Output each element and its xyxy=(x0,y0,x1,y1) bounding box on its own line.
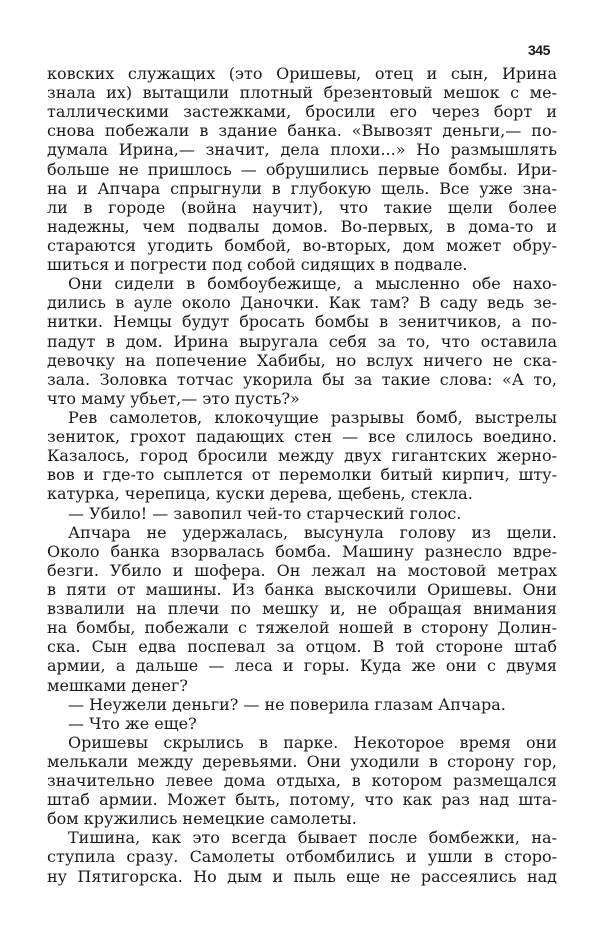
text-line: штаб армии. Может быть, потому, что как раз над шта- xyxy=(47,790,557,810)
text-line: надежны, чем подвалы домов. Во-первых, в дома-то и xyxy=(47,216,557,236)
text-line: безги. Убило и шофера. Он лежал на мостовой метрах xyxy=(47,560,557,580)
text-line: ступила сразу. Самолеты отбомбились и ушли в сторо- xyxy=(47,847,557,867)
paragraph xyxy=(47,733,557,829)
text-line: ли в городе (война научит), что такие щели более xyxy=(47,197,557,217)
text-line: — Убило! — завопил чей-то старческий голос. xyxy=(68,503,462,523)
text-line: катурка, черепица, куски дерева, щебень, стекла. xyxy=(47,484,473,504)
paragraph xyxy=(47,828,557,885)
paragraph xyxy=(47,64,557,274)
paragraph xyxy=(47,408,557,504)
text-line: Казалось, город бросили между двух гигантских жерно- xyxy=(47,446,557,466)
text-line: Тишина, как это всегда бывает после бомбежки, на- xyxy=(68,828,557,848)
text-line: знала их) вытащили плотный брезентовый мешок с ме- xyxy=(47,83,557,103)
paragraph xyxy=(47,274,557,408)
text-line: Апчара не удержалась, высунула голову из щели. xyxy=(68,522,557,542)
text-line: значительно левее дома отдыха, в котором размещался xyxy=(47,771,557,791)
text-line: Рев самолетов, клокочущие разрывы бомб, выстрелы xyxy=(68,407,557,427)
text-line: ну Пятигорска. Но дым и пыль еще не рассеялись над xyxy=(47,866,557,886)
text-line: снова побежали в здание банка. «Вывозят деньги,— по- xyxy=(47,121,557,141)
text-line: нитки. Немцы будут бросать бомбы в зенитчиков, а по- xyxy=(47,312,557,332)
text-line: падут в дом. Ирина выругала себя за то, что оставила xyxy=(47,331,557,351)
text-line: на бомбы, побежали с тяжелой ношей в сторону Долин- xyxy=(47,618,557,638)
text-line: стараются угодить бомбой, во-вторых, дом может обру- xyxy=(47,235,557,255)
text-line: взвалили на плечи по мешку и, не обращая внимания xyxy=(47,599,557,619)
text-line: армии, а дальше — леса и горы. Куда же они с двумя xyxy=(47,656,557,676)
text-line: бом кружились немецкие самолеты. xyxy=(47,809,357,829)
text-line: дились в ауле около Даночки. Как там? В саду ведь зе- xyxy=(47,293,557,313)
text-line: зала. Золовка тотчас укорила бы за такие слова: «А то, xyxy=(47,369,557,389)
text-line: что маму убьет,— это пусть?» xyxy=(47,388,300,408)
page-body-text xyxy=(47,64,557,886)
paragraph xyxy=(47,504,557,523)
text-line: — Что же еще? xyxy=(68,713,197,733)
text-line: Они сидели в бомбоубежище, а мысленно обе нахо- xyxy=(68,274,557,294)
paragraph xyxy=(47,695,557,714)
paragraph xyxy=(47,714,557,733)
text-line: — Неужели деньги? — не поверила глазам Апчара. xyxy=(68,694,506,714)
text-line: мелькали между деревьями. Они уходили в сторону гор, xyxy=(47,751,557,771)
text-line: мешками денег? xyxy=(47,675,188,695)
text-line: зениток, грохот падающих стен — все слилось воедино. xyxy=(47,427,557,447)
text-line: ковских служащих (это Оришевы, отец и сын, Ирина xyxy=(47,64,557,83)
text-line: ска. Сын едва поспевал за отцом. В той стороне штаб xyxy=(47,637,557,657)
paragraph xyxy=(47,523,557,695)
text-line: в пяти от машины. Из банка выскочили Оришевы. Они xyxy=(47,579,557,599)
text-line: Оришевы скрылись в парке. Некоторое время они xyxy=(68,732,557,752)
text-line: таллическими застежками, бросили его через борт и xyxy=(47,102,557,122)
text-line: девочку на попечение Хабибы, но вслух ничего не ска- xyxy=(47,350,557,370)
text-line: на и Апчара спрыгнули в глубокую щель. Все уже зна- xyxy=(47,178,557,198)
text-line: больше не пришлось — обрушились первые бомбы. Ири- xyxy=(47,159,557,179)
text-line: думала Ирина,— значит, дела плохи...» Но размышлять xyxy=(47,140,557,160)
text-line: Около банка взорвалась бомба. Машину разнесло вдре- xyxy=(47,541,557,561)
text-line: шиться и погрести под собой сидящих в подвале. xyxy=(47,255,468,275)
page-number: 345 xyxy=(528,42,550,58)
text-line: вов и где-то сыплется от перемолки битый кирпич, шту- xyxy=(47,465,557,485)
